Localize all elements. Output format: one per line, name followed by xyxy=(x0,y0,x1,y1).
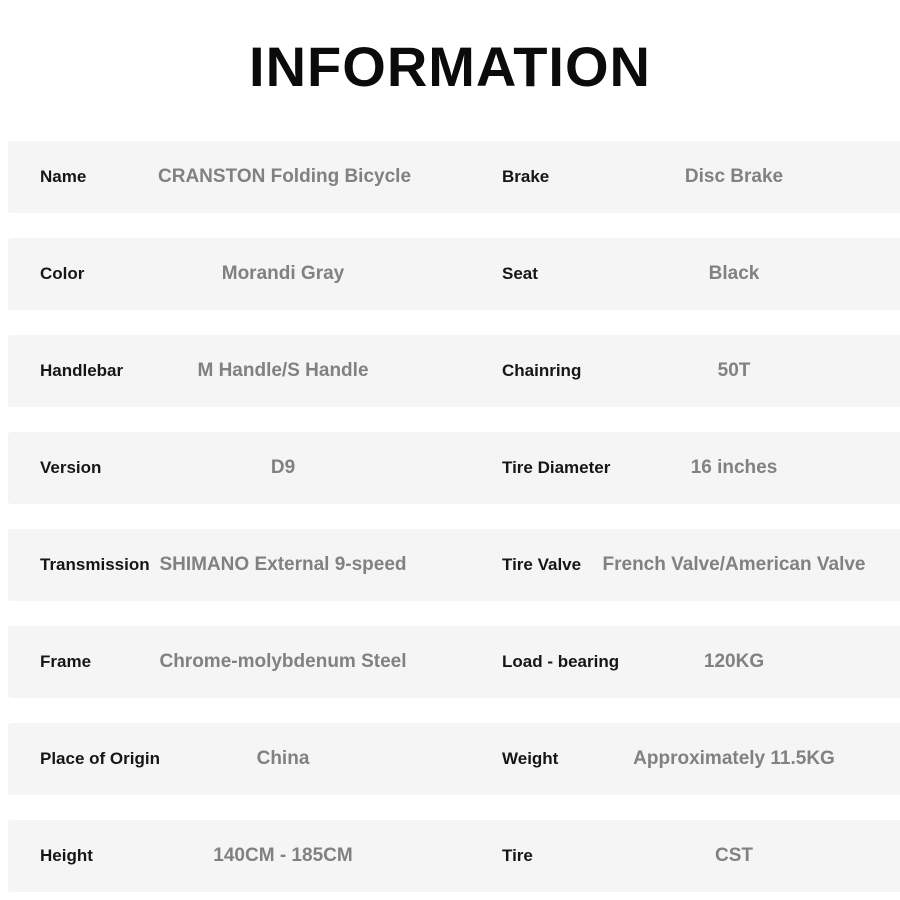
spec-label: Tire xyxy=(502,846,533,865)
spec-table xyxy=(8,141,900,892)
spec-label: Tire Valve xyxy=(502,555,582,574)
spec-value: Approximately 11.5KG xyxy=(633,748,835,769)
spec-row-color-seat xyxy=(8,238,900,310)
spec-label: Tire Diameter xyxy=(502,458,611,477)
spec-value: Disc Brake xyxy=(684,166,784,187)
spec-value: 16 inches xyxy=(690,457,778,478)
spec-row-transmission-tirevalve xyxy=(8,529,900,601)
spec-row-height-tire xyxy=(8,820,900,892)
spec-value: 50T xyxy=(717,360,751,381)
spec-label: Frame xyxy=(40,652,92,671)
spec-value: French Valve/American Valve xyxy=(602,554,866,575)
spec-label: Chainring xyxy=(502,361,582,380)
spec-label: Color xyxy=(40,264,85,283)
spec-value: China xyxy=(256,748,310,769)
spec-label: Load - bearing xyxy=(502,652,620,671)
spec-row-frame-loadbearing xyxy=(8,626,900,698)
spec-value: 140CM - 185CM xyxy=(213,845,353,866)
spec-value: 120KG xyxy=(703,651,765,672)
spec-label: Seat xyxy=(502,264,538,283)
spec-value: Black xyxy=(708,263,760,284)
spec-label: Brake xyxy=(502,167,550,186)
spec-row-handlebar-chainring xyxy=(8,335,900,407)
spec-label: Name xyxy=(40,167,87,186)
spec-label: Weight xyxy=(502,749,559,768)
spec-value: D9 xyxy=(270,457,296,478)
spec-row-version-tirediameter xyxy=(8,432,900,504)
spec-value: Chrome-molybdenum Steel xyxy=(159,651,407,672)
spec-value: CST xyxy=(715,845,753,866)
spec-label: Place of Origin xyxy=(40,749,160,768)
spec-value: Morandi Gray xyxy=(221,263,345,284)
page-title: INFORMATION xyxy=(249,35,651,98)
spec-value: CRANSTON Folding Bicycle xyxy=(158,166,412,187)
spec-row-origin-weight xyxy=(8,723,900,795)
spec-label: Handlebar xyxy=(40,361,124,380)
spec-label: Transmission xyxy=(40,555,150,574)
spec-label: Height xyxy=(40,846,93,865)
spec-value: M Handle/S Handle xyxy=(197,360,369,381)
spec-value: SHIMANO External 9-speed xyxy=(159,554,407,575)
spec-label: Version xyxy=(40,458,102,477)
spec-row-name-brake xyxy=(8,141,900,213)
